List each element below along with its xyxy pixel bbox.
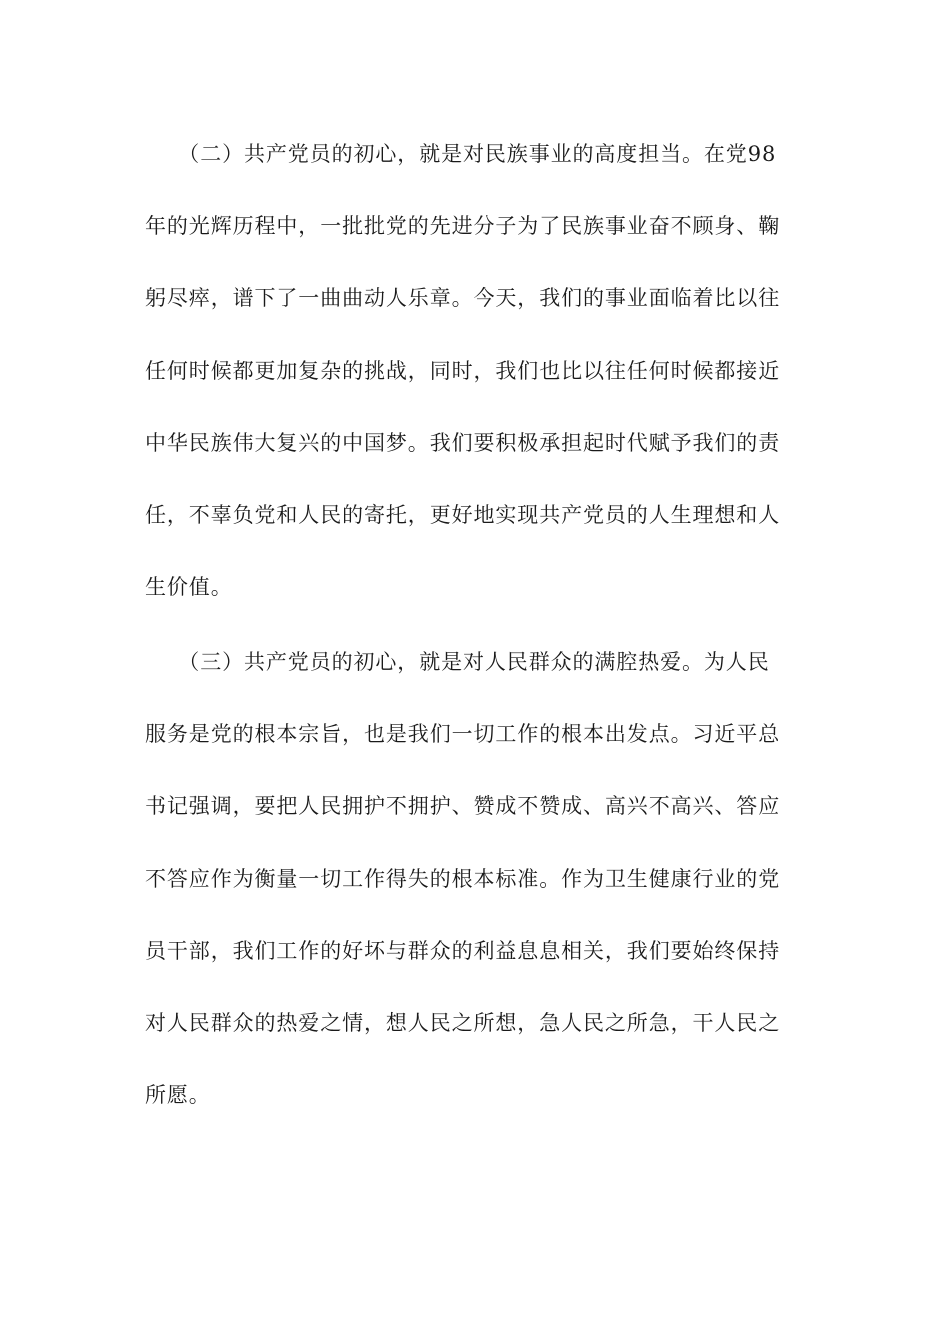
paragraph-line: （二）共产党员的初心，就是对民族事业的高度担当。在党98 bbox=[145, 142, 777, 166]
paragraph-2-national-cause bbox=[145, 118, 795, 623]
paragraph-line: （三）共产党员的初心，就是对人民群众的满腔热爱。为人民 bbox=[145, 650, 770, 674]
paragraph-line: 年的光辉历程中，一批批党的先进分子为了民族事业奋不顾身、鞠 bbox=[145, 214, 781, 239]
paragraph-3-love-for-people bbox=[145, 626, 795, 1131]
paragraph-line: 任，不辜负党和人民的寄托，更好地实现共产党员的人生理想和人 bbox=[145, 502, 781, 527]
paragraph-line: 不答应作为衡量一切工作得失的根本标准。作为卫生健康行业的党 bbox=[145, 866, 781, 891]
paragraph-line: 任何时候都更加复杂的挑战，同时，我们也比以往任何时候都接近 bbox=[145, 358, 781, 383]
paragraph-line: 所愿。 bbox=[145, 1083, 211, 1108]
paragraph-line: 员干部，我们工作的好坏与群众的利益息息相关，我们要始终保持 bbox=[145, 938, 781, 963]
paragraph-line: 中华民族伟大复兴的中国梦。我们要积极承担起时代赋予我们的责 bbox=[145, 430, 781, 455]
paragraph-line: 服务是党的根本宗旨，也是我们一切工作的根本出发点。习近平总 bbox=[145, 722, 781, 747]
paragraph-line: 对人民群众的热爱之情，想人民之所想，急人民之所急，干人民之 bbox=[145, 1010, 781, 1035]
paragraph-line: 躬尽瘁，谱下了一曲曲动人乐章。今天，我们的事业面临着比以往 bbox=[145, 286, 781, 311]
paragraph-line: 生价值。 bbox=[145, 575, 233, 600]
paragraph-line: 书记强调，要把人民拥护不拥护、赞成不赞成、高兴不高兴、答应 bbox=[145, 794, 781, 819]
